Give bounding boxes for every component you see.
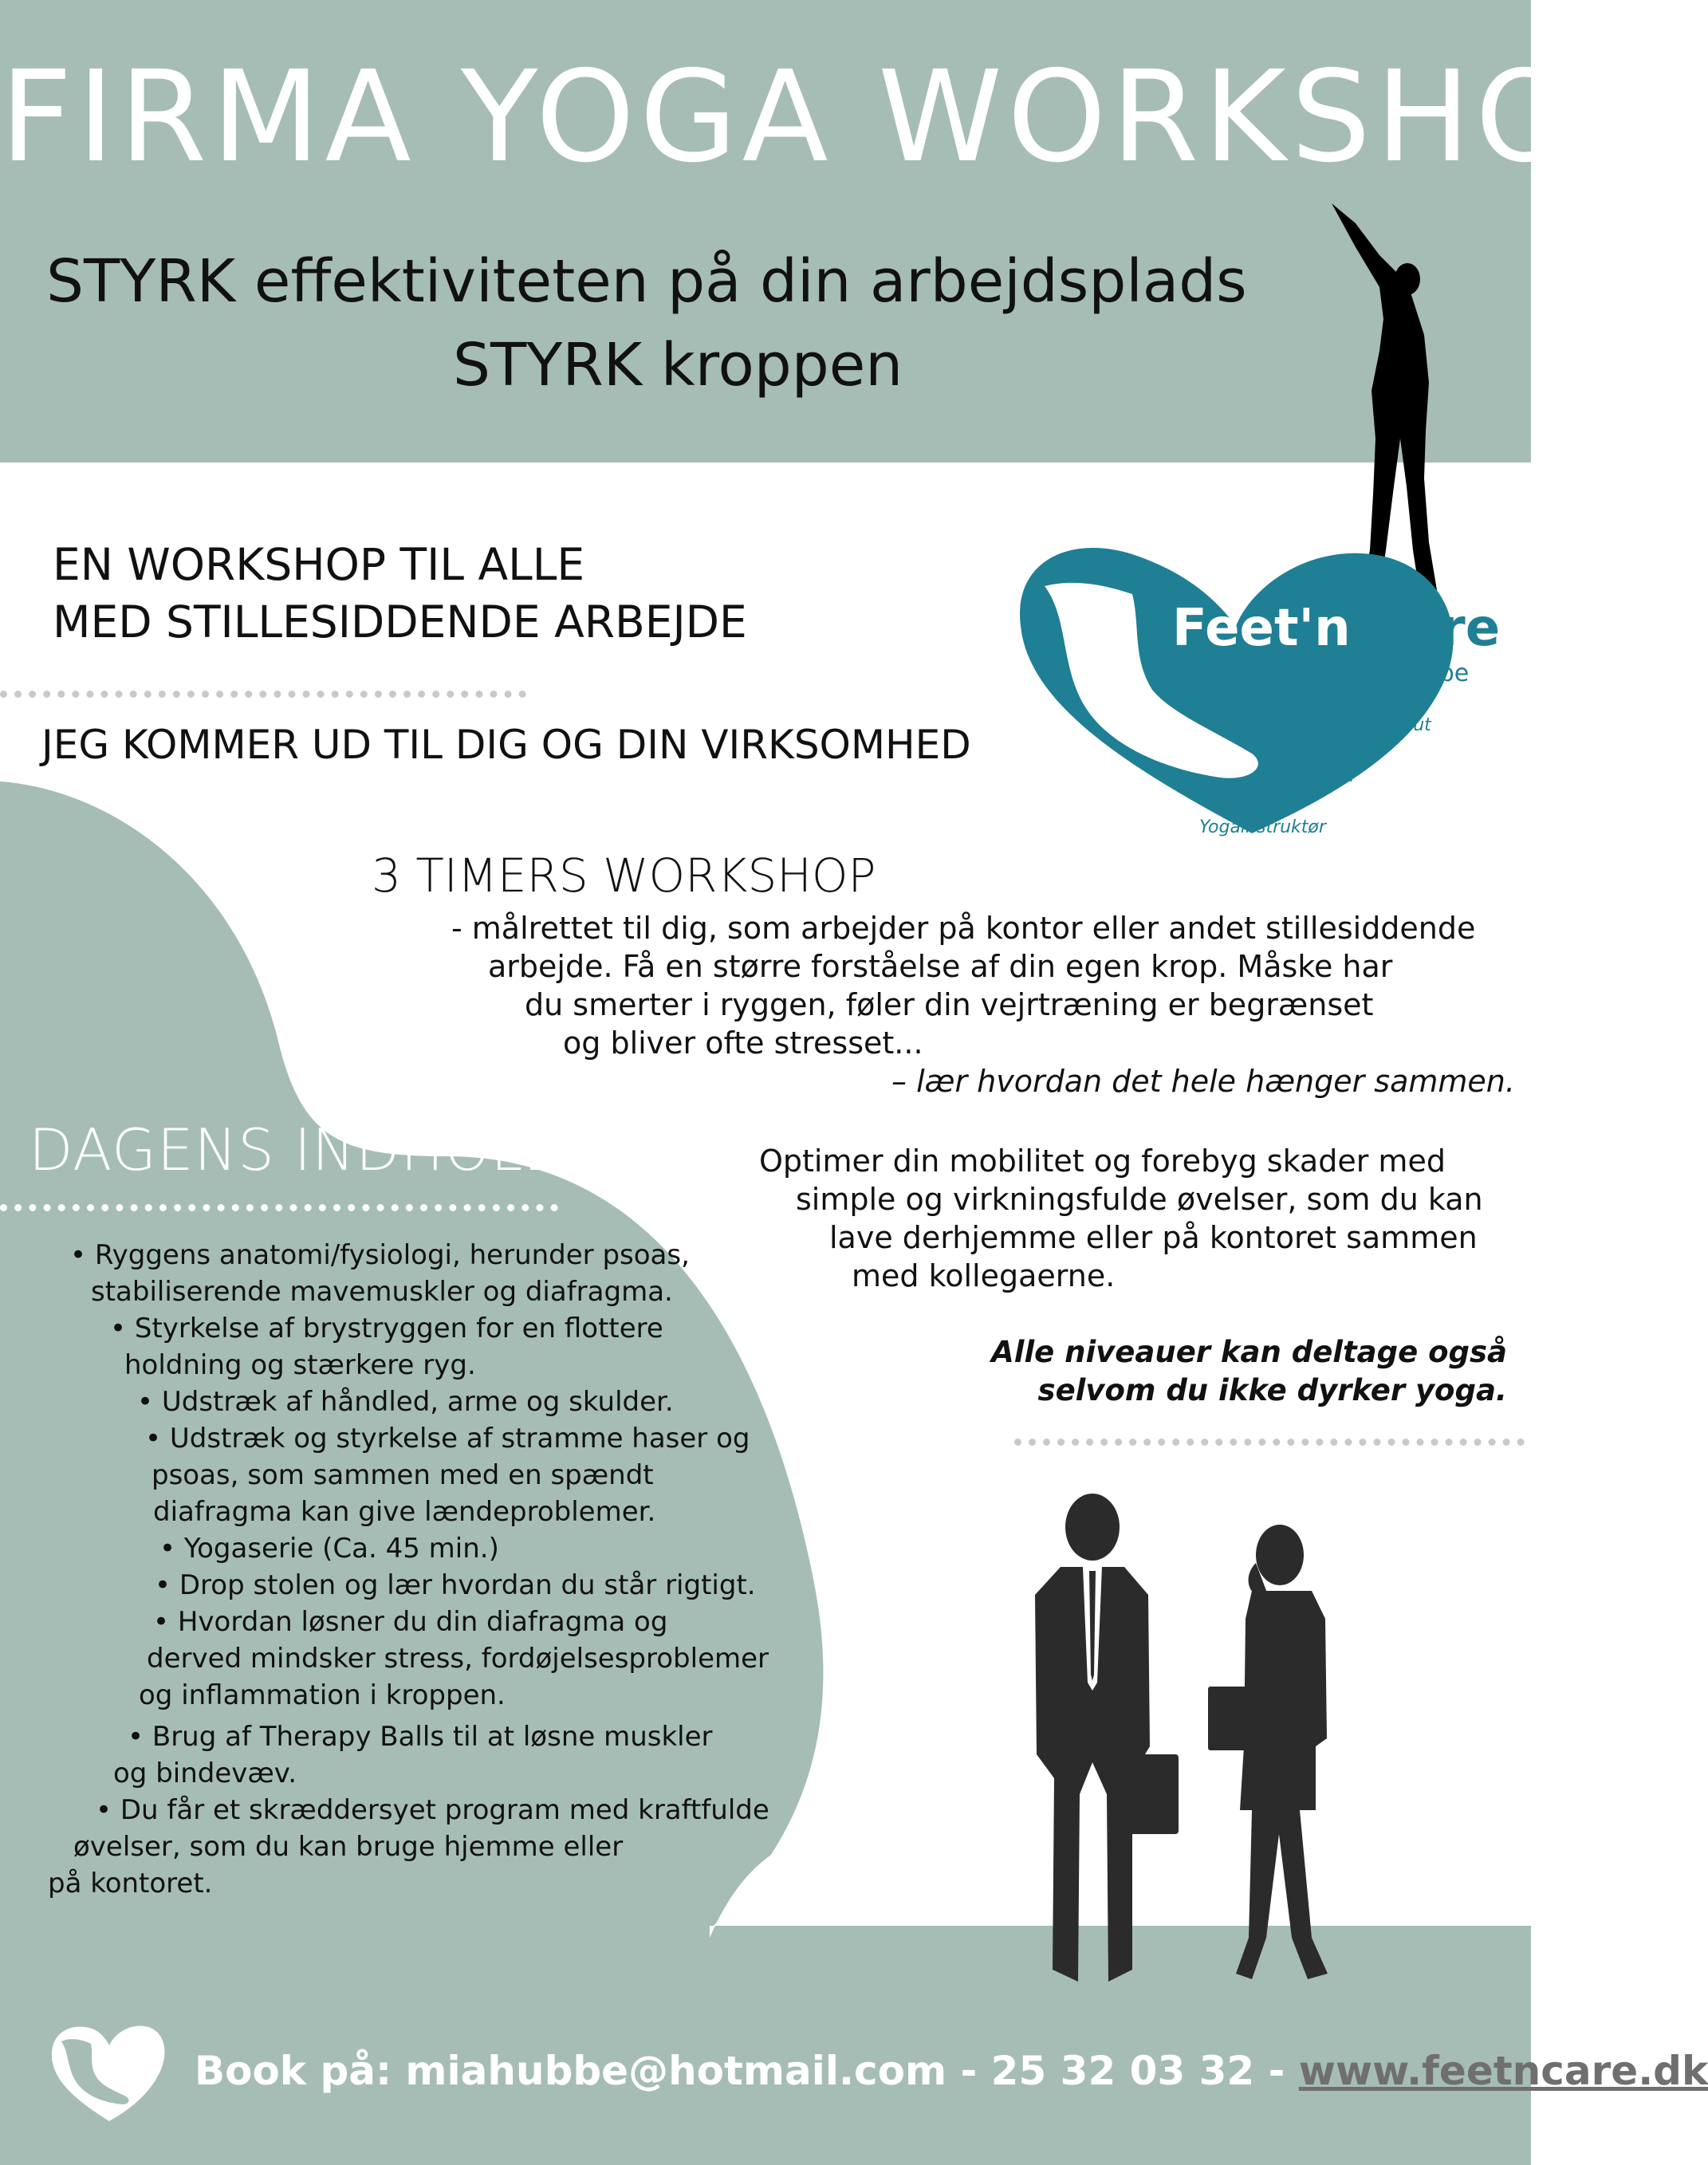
- content-line-6: • Udstræk og styrkelse af stramme haser og: [145, 1423, 750, 1454]
- logo-role-2: Akupunktør: [1255, 766, 1357, 786]
- logo-role-1: Zoneterapeut: [1311, 715, 1431, 735]
- content-line-14: • Brug af Therapy Balls til at løsne muskler: [128, 1721, 713, 1753]
- content-line-13: og inflammation i kroppen.: [139, 1679, 506, 1711]
- optimize-line-1: Optimer din mobilitet og forebyg skader med: [759, 1144, 1446, 1179]
- booking-text: Book på: miahubbe@hotmail.com - 25 32 03 32 -: [195, 2048, 1299, 2094]
- content-line-2: stabiliserende mavemuskler og diafragma.: [91, 1276, 673, 1308]
- business-people-icon: [1013, 1491, 1387, 1994]
- audience-text: [53, 536, 747, 651]
- page-title: FIRMA YOGA WORKSHOP: [0, 44, 1660, 191]
- content-title: DAGENS INDHOLD: [29, 1116, 569, 1183]
- content-line-15: og bindevæv.: [113, 1758, 297, 1789]
- levels-line-1: Alle niveauer kan deltage også: [991, 1335, 1507, 1369]
- content-line-4: holdning og stærkere ryg.: [124, 1349, 476, 1381]
- content-line-7: psoas, som sammen med en spændt: [152, 1459, 654, 1491]
- content-line-18: på kontoret.: [48, 1868, 213, 1899]
- audience-line-1: EN WORKSHOP TIL ALLE: [53, 539, 585, 590]
- dotted-divider-1: [0, 691, 526, 698]
- logo-name-part-2: Care: [1368, 599, 1501, 658]
- logo-name: [1172, 599, 1500, 658]
- logo-name-part-1: Feet'n: [1172, 599, 1351, 658]
- subtitle-line-1: STYRK effektiviteten på din arbejdsplads: [46, 247, 1247, 316]
- content-line-5: • Udstræk af håndled, arme og skulder.: [137, 1386, 674, 1418]
- optimize-line-3: lave derhjemme eller på kontoret sammen: [829, 1220, 1478, 1255]
- logo-person: Mia Hübbe: [1341, 659, 1470, 687]
- visit-text: JEG KOMMER UD TIL DIG OG DIN VIRKSOMHED: [41, 722, 971, 768]
- workshop-line-4: og bliver ofte stresset...: [563, 1025, 923, 1061]
- workshop-line-1: - målrettet til dig, som arbejder på kontor eller andet stillesiddende: [451, 911, 1476, 946]
- workshop-line-2: arbejde. Få en større forståelse af din egen krop. Måske har: [488, 949, 1393, 984]
- content-line-3: • Styrkelse af brystryggen for en flottere: [110, 1313, 663, 1344]
- optimize-line-2: simple og virkningsfulde øvelser, som du kan: [796, 1182, 1483, 1217]
- audience-line-2: MED STILLESIDDENDE ARBEJDE: [53, 596, 747, 648]
- levels-line-2: selvom du ikke dyrker yoga.: [1037, 1373, 1507, 1407]
- booking-info: [195, 2048, 1708, 2094]
- workshop-learn-line: – lær hvordan det hele hænger sammen.: [891, 1064, 1515, 1099]
- dotted-divider-2: [0, 1204, 558, 1211]
- content-line-1: • Ryggens anatomi/fysiologi, herunder psoas,: [70, 1239, 690, 1271]
- subtitle-line-2: STYRK kroppen: [453, 331, 903, 400]
- content-line-12: derved mindsker stress, fordøjelsesproblemer: [147, 1643, 769, 1675]
- content-line-10: • Drop stolen og lær hvordan du står rigtigt.: [155, 1569, 756, 1601]
- content-line-16: • Du får et skræddersyet program med kraftfulde: [96, 1794, 769, 1826]
- content-line-17: øvelser, som du kan bruge hjemme eller: [73, 1831, 624, 1863]
- heart-foot-icon: [1013, 538, 1491, 841]
- content-line-9: • Yogaserie (Ca. 45 min.): [159, 1533, 499, 1565]
- optimize-line-4: med kollegaerne.: [852, 1258, 1116, 1293]
- workshop-title: 3 TIMERS WORKSHOP: [372, 848, 876, 903]
- website-link[interactable]: www.feetncare.dk: [1298, 2048, 1708, 2094]
- dotted-divider-3: [1014, 1439, 1525, 1446]
- workshop-line-3: du smerter i ryggen, føler din vejrtræning er begrænset: [525, 987, 1374, 1022]
- feetncare-logo: [1013, 538, 1501, 841]
- logo-role-3: Yogainstruktør: [1199, 817, 1326, 837]
- content-line-8: diafragma kan give lændeproblemer.: [153, 1496, 656, 1528]
- footer-heart-icon: [49, 2021, 169, 2125]
- content-line-11: • Hvordan løsner du din diafragma og: [153, 1606, 668, 1638]
